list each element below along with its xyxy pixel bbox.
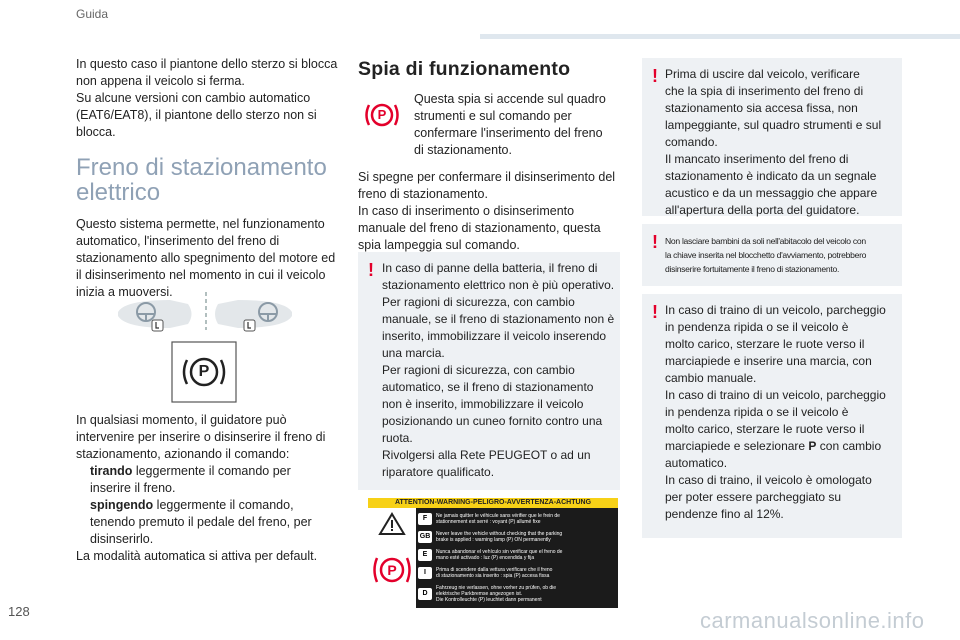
bullet-mark xyxy=(76,463,90,497)
list-item xyxy=(76,497,338,548)
towing-text-b: con cambio automatico. In caso di traino, il veicolo è omologato per poter essere parcheggiato su pendenze fino al 12%. xyxy=(665,439,882,521)
battery-warning-box xyxy=(358,252,620,490)
column-left xyxy=(76,56,338,301)
parking-lamp-icon xyxy=(364,101,400,129)
label-line: Prima di scendere dalla vettura verificare che il freno di stazionamento sia inserito : spia (P) accesa fissa xyxy=(436,567,553,579)
bullet-text: leggermente il comando per inserire il freno. xyxy=(90,464,291,495)
warning-icon: ! xyxy=(652,302,658,322)
label-row xyxy=(418,582,616,606)
lamp-block xyxy=(358,91,620,167)
label-lamp-symbol: P xyxy=(387,562,397,578)
off-paragraph: Si spegne per confermare il disinserimento del freno di stazionamento. In caso di inserimento o disinserimento manuale del freno di stazionamento, questa spia lampeggia sul comando. xyxy=(358,170,616,252)
control-section xyxy=(76,412,338,565)
lamp-paragraph: Questa spia si accende sul quadro strumenti e sul comando per confermare l'inserimento del freno di stazionamento. xyxy=(414,92,606,157)
label-line: Nunca abandonar el vehículo sin verificar que el freno de mano esté activado : luz (P) encendida y fija xyxy=(436,549,563,561)
bullet-bold: tirando xyxy=(90,464,133,478)
control-paragraph: In qualsiasi momento, il guidatore può intervenire per inserire o disinserire il freno di stazionamento, azionando il comando: xyxy=(76,413,326,461)
label-row xyxy=(418,564,616,582)
warning-text xyxy=(665,302,900,523)
warning-label xyxy=(358,494,620,610)
towing-warning-box xyxy=(642,294,902,538)
warning-text: Non lasciare bambini da soli nell'abitacolo del veicolo con la chiave inserita nel blocchetto d'avviamento, potrebbero disinserire fortuitamente il freno di stazionamento. xyxy=(665,236,867,274)
bullet-text: leggermente il comando, tenendo premuto il pedale del freno, per disinserirlo. xyxy=(90,498,312,546)
lang-code: I xyxy=(418,567,432,579)
description-paragraph: Questo sistema permette, nel funzionamento automatico, l'inserimento del freno di stazionamento allo spegnimento del motore ed il disinserimento nel momento in cui il veicolo inizia a muoversi. xyxy=(76,217,336,299)
list-item xyxy=(76,463,338,497)
label-line: Fahrzeug nie verlassen, ohne vorher zu prüfen, ob die elektrische Parkbremse angezogen ist. Die Kontrolleuchte (P) leuchtet dann permanent xyxy=(436,585,557,603)
section-title: Spia di funzionamento xyxy=(358,58,571,80)
children-warning-box xyxy=(642,224,902,286)
label-rows xyxy=(418,510,616,606)
lang-code: F xyxy=(418,513,432,525)
lang-code: D xyxy=(418,588,432,600)
column-middle xyxy=(358,58,620,254)
exit-warning-box xyxy=(642,58,902,216)
button-symbol: P xyxy=(198,363,210,380)
triangle-warning-icon xyxy=(368,508,416,608)
warning-text: In caso di panne della batteria, il freno di stazionamento elettrico non è più operativo. Per ragioni di sicurezza, con cambio manuale, se il freno di stazionamento non è inserito, immobilizzare il veicolo inserendo una marcia. Per ragioni di sicurezza, con cambio automatico, se il freno di stazionamento non è inserito, immobilizzare il veicolo posizionando un cuneo fornito contro una ruota. Rivolgersi alla Rete PEUGEOT o ad un riparatore qualificato. xyxy=(382,261,615,479)
parking-brake-button-icon xyxy=(172,342,236,402)
label-title-bar xyxy=(368,498,618,508)
towing-text-a: In caso di traino di un veicolo, parcheggio in pendenza ripida o se il veicolo è molto carico, sterzare le ruote verso il marciapiede e inserire una marcia, con cambio manuale. In caso di traino di un veicolo, parcheggio in pendenza ripida o se il veicolo è molto carico, sterzare le ruote verso il marciapiede e selezionare xyxy=(665,303,886,453)
bullet-bold: spingendo xyxy=(90,498,154,512)
warning-icon: ! xyxy=(652,66,658,86)
warning-icon: ! xyxy=(368,260,374,280)
parking-brake-illustration xyxy=(110,290,300,414)
label-row xyxy=(418,546,616,564)
lang-code: E xyxy=(418,549,432,561)
towing-bold: P xyxy=(808,439,817,453)
label-line: Ne jamais quitter le véhicule sans vérifier que le frein de stationnement est serré : voyant (P) allumé fixe xyxy=(436,513,560,525)
section-label: Guida xyxy=(76,7,109,21)
label-line: Never leave the vehicle without checking that the parking brake is applied : warning lamp (P) ON permanently xyxy=(436,531,563,543)
header-bar xyxy=(480,34,960,39)
label-icon-panel xyxy=(368,508,416,608)
warning-text: Prima di uscire dal veicolo, verificare che la spia di inserimento del freno di stazionamento sia accesa fissa, non lampeggiante, sul quadro strumenti e sul comando. Il mancato inserimento del freno di stazionamento è indicato da un segnale acustico e da un messaggio che appare all'apertura della porta del guidatore. xyxy=(665,67,882,217)
label-row xyxy=(418,528,616,546)
lamp-symbol: P xyxy=(377,107,387,122)
closing-paragraph: La modalità automatica si attiva per default. xyxy=(76,549,318,563)
label-row xyxy=(418,510,616,528)
control-list xyxy=(76,463,338,548)
warning-icon: ! xyxy=(652,232,658,252)
label-title: ATTENTION-WARNING-PELIGRO-AVVERTENZA-ACHTUNG xyxy=(394,499,592,506)
bullet-mark xyxy=(76,497,90,548)
lang-code: GB xyxy=(418,531,432,543)
intro-paragraph: In questo caso il piantone dello sterzo si blocca non appena il veicolo si ferma. Su alcune versioni con cambio automatico (EAT6/EAT8), il piantone dello sterzo non si blocca. xyxy=(76,57,338,139)
section-heading: Freno di stazionamento elettrico xyxy=(76,154,327,206)
page-number: 128 xyxy=(8,604,30,619)
watermark: carmanualsonline.info xyxy=(700,608,925,633)
